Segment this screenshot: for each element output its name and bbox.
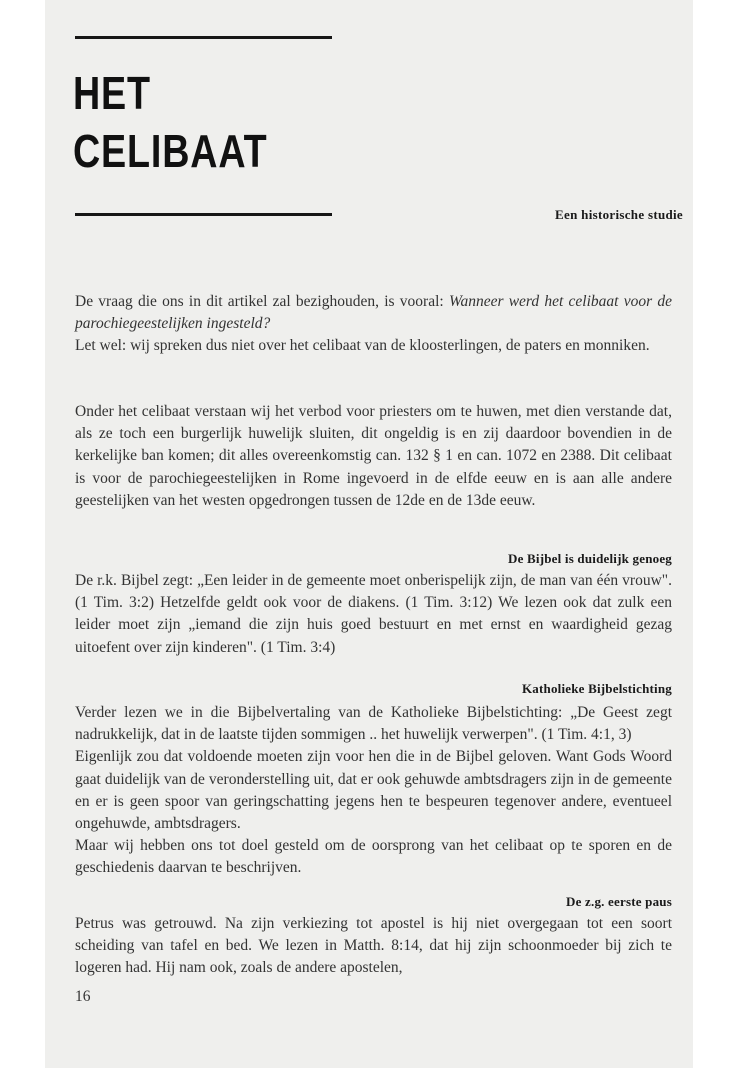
section-heading: Katholieke Bijbelstichting bbox=[521, 681, 672, 696]
question-italic: Wanneer werd het celibaat voor de parochiegeestelijken ingesteld? bbox=[75, 293, 672, 333]
paragraph: Eigenlijk zou dat voldoende moeten zijn voor hen die in de Bijbel geloven. Want Gods Woord gaat duidelijk van de veronderstelling uit, dat er ook gehuwde ambtsdragers zijn in de gemeente en er is geen spoor van geringschatting jegens hen te bespeuren tegenover andere, eventueel ongehuwde, ambtsdragers. bbox=[75, 748, 672, 833]
paragraph: Verder lezen we in die Bijbelvertaling van de Katholieke Bijbelstichting: „De Geest zegt nadrukkelijk, dat in de laatste tijden sommigen .. het huwelijk verwerpen". (1 Tim. 4:1, 3) bbox=[75, 704, 672, 744]
intro-block bbox=[75, 291, 672, 358]
section-body bbox=[75, 570, 672, 659]
definition-paragraph: Onder het celibaat verstaan wij het verbod voor priesters om te huwen, met dien verstande dat, als ze toch een burgerlijk huwelijk sluiten, dit ongeldig is en zij daardoor bovendien in de kerkelijke ban komen; dit alles overeenkomstig can. 132 § 1 en can. 1072 en 2388. Dit celibaat is voor de parochiegeestelijken in Rome ingevoerd in de elfde eeuw en is aan alle andere geestelijken van het westen opgedrongen tussen de 12de en de 13de eeuw. bbox=[75, 403, 672, 509]
title-line-1: HET bbox=[73, 67, 151, 119]
definition-block bbox=[75, 401, 672, 512]
page-number: 16 bbox=[75, 988, 91, 1005]
bottom-rule bbox=[75, 213, 332, 216]
section-heading: De z.g. eerste paus bbox=[566, 894, 672, 909]
section-heading: De Bijbel is duidelijk genoeg bbox=[508, 551, 672, 566]
question-lead: De vraag die ons in dit artikel zal bezighouden, is vooral: bbox=[75, 293, 449, 310]
section-body bbox=[75, 913, 672, 980]
title-line-2: CELIBAAT bbox=[73, 125, 268, 177]
intro-question bbox=[75, 291, 672, 335]
section-body bbox=[75, 702, 672, 880]
paragraph: De r.k. Bijbel zegt: „Een leider in de gemeente moet onberispelijk zijn, de man van één vrouw". (1 Tim. 3:2) Hetzelfde geldt ook voor de diakens. (1 Tim. 3:12) We lezen ook dat zulk een leider moet zijn „iemand die zijn huis goed bestuurt en met ernst en waardigheid gezag uitoefent over zijn kinderen". (1 Tim. 3:4) bbox=[75, 572, 672, 656]
paragraph: Petrus was getrouwd. Na zijn verkiezing tot apostel is hij niet overgegaan tot een soort scheiding van tafel en bed. We lezen in Matth. 8:14, dat hij zijn schoonmoeder bij zich te logeren had. Hij nam ook, zoals de andere apostelen, bbox=[75, 915, 672, 977]
paragraph: Maar wij hebben ons tot doel gesteld om de oorsprong van het celibaat op te sporen en de geschiedenis daarvan te beschrijven. bbox=[75, 837, 672, 877]
top-rule bbox=[75, 36, 332, 39]
article-subtitle: Een historische studie bbox=[555, 207, 683, 222]
article-title bbox=[73, 64, 267, 180]
intro-note: Let wel: wij spreken dus niet over het celibaat van de kloosterlingen, de paters en monniken. bbox=[75, 337, 650, 355]
